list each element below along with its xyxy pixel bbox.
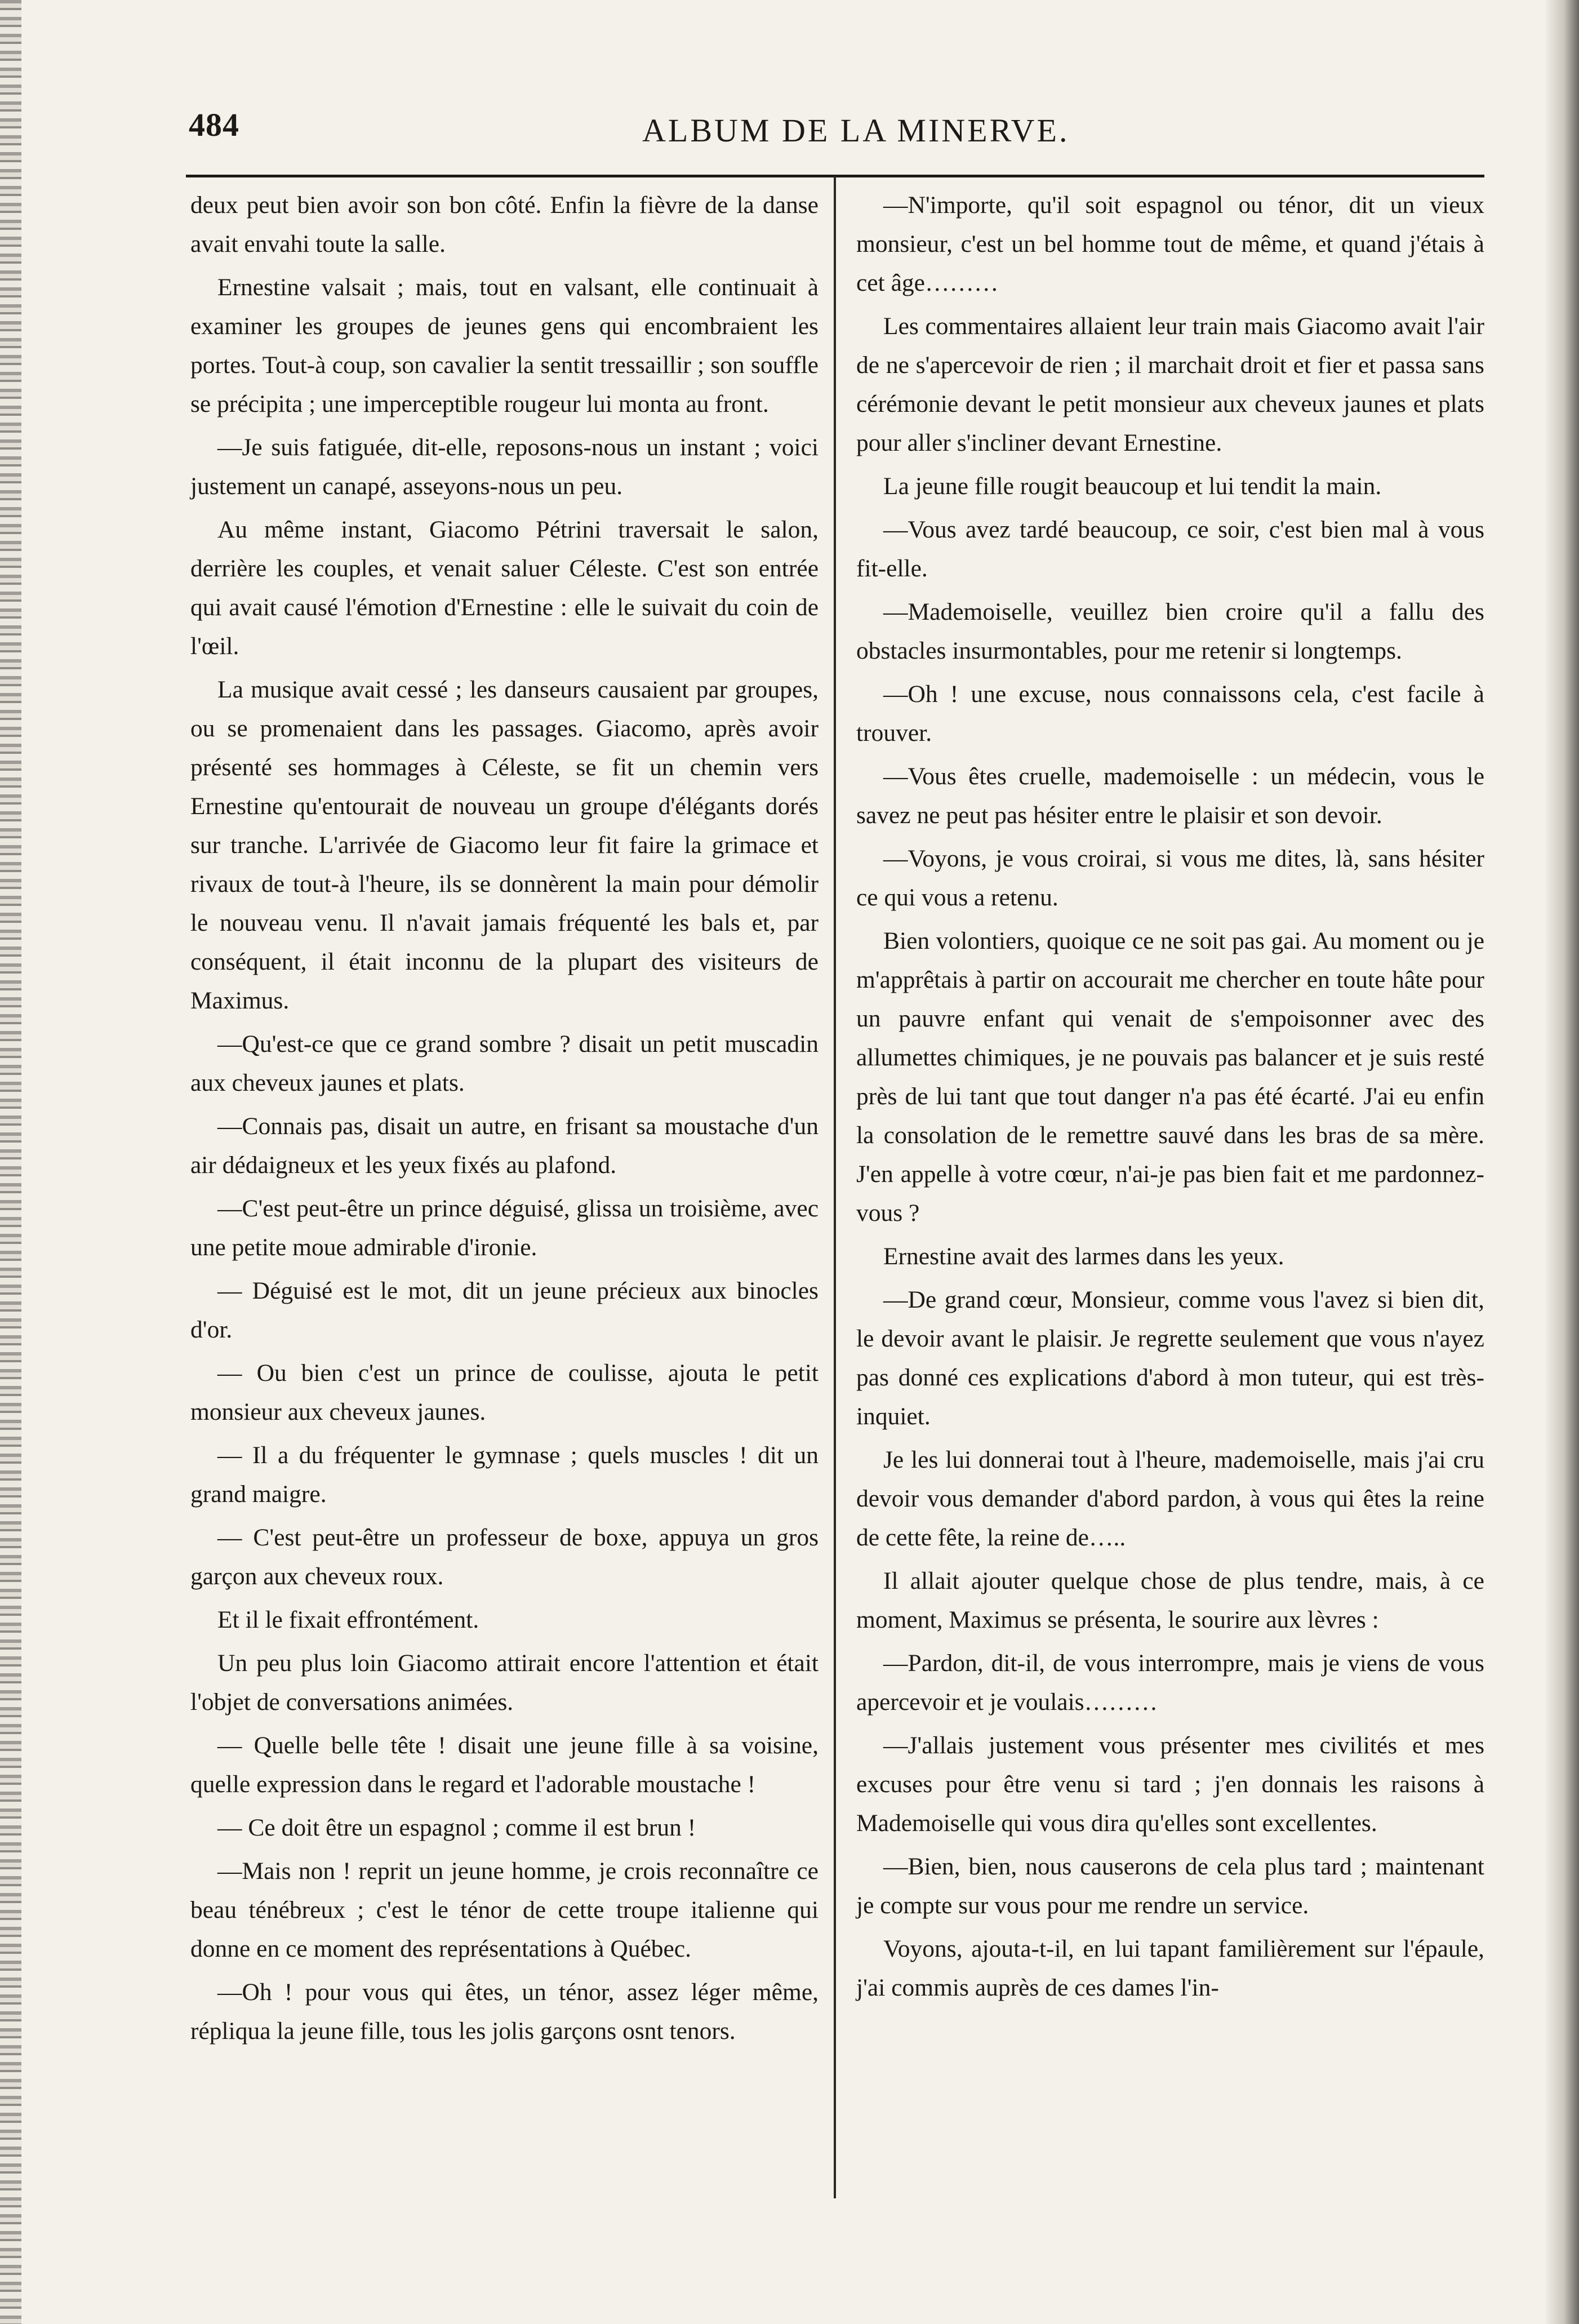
paragraph: La jeune fille rougit beaucoup et lui tendit la main. [883, 473, 1382, 500]
paragraph: — Il a du fréquenter le gymnase ; quels muscles ! dit un grand maigre. [190, 1442, 819, 1508]
paragraph: —Oh ! une excuse, nous connaissons cela, c'est facile à trouver. [856, 681, 1484, 746]
paragraph: —Connais pas, disait un autre, en frisant sa moustache d'un air dédaigneux et les yeux fixés au plafond. [190, 1113, 819, 1179]
paragraph: — Ce doit être un espagnol ; comme il est brun ! [217, 1814, 696, 1841]
paragraph: Voyons, ajouta-t-il, en lui tapant familièrement sur l'épaule, j'ai commis auprès de ces dames l'in- [856, 1935, 1484, 2001]
paragraph: Il allait ajouter quelque chose de plus tendre, mais, à ce moment, Maximus se présenta, le sourire aux lèvres : [856, 1567, 1484, 1633]
paragraph: Les commentaires allaient leur train mais Giacomo avait l'air de ne s'apercevoir de rien ; il marchait droit et fier et passa sans cérémonie devant le petit monsieur aux cheveux jaunes et plats pour aller s'incliner devant Ernestine. [856, 313, 1484, 456]
paragraph: —Vous avez tardé beaucoup, ce soir, c'est bien mal à vous fit-elle. [856, 516, 1484, 582]
paragraph: —Mais non ! reprit un jeune homme, je crois reconnaître ce beau ténébreux ; c'est le ténor de cette troupe italienne qui donne en ce moment des représentations à Québec. [190, 1858, 819, 1962]
paragraph: —Je suis fatiguée, dit-elle, reposons-nous un instant ; voici justement un canapé, asseyons-nous un peu. [190, 434, 819, 500]
paragraph: —N'importe, qu'il soit espagnol ou ténor, dit un vieux monsieur, c'est un bel homme tout de même, et quand j'étais à cet âge……… [856, 192, 1484, 296]
page-outer-edge [1545, 0, 1579, 2324]
paragraph: deux peut bien avoir son bon côté. Enfin la fièvre de la danse avait envahi toute la salle. [190, 192, 819, 257]
paragraph: —De grand cœur, Monsieur, comme vous l'avez si bien dit, le devoir avant le plaisir. Je regrette seulement que vous n'ayez pas donné ces explications d'abord à mon tuteur, qui est très-inquiet. [856, 1286, 1484, 1430]
paragraph: —Oh ! pour vous qui êtes, un ténor, assez léger même, répliqua la jeune fille, tous les jolis garçons osnt tenors. [190, 1979, 819, 2045]
paragraph: La musique avait cessé ; les danseurs causaient par groupes, ou se promenaient dans les passages. Giacomo, après avoir présenté ses hommages à Céleste, se fit un chemin vers Ernestine qu'entourait de nouveau un groupe d'élégants dorés sur tranche. L'arrivée de Giacomo leur fit faire la grimace et rivaux de tout-à l'heure, ils se donnèrent la main pour démolir le nouveau venu. Il n'avait jamais fréquenté les bals et, par conséquent, il était inconnu de la plupart des visiteurs de Maximus. [190, 676, 819, 1014]
paragraph: — Déguisé est le mot, dit un jeune précieux aux binocles d'or. [190, 1277, 819, 1343]
running-head-title: ALBUM DE LA MINERVE. [642, 112, 1070, 149]
paragraph: —Voyons, je vous croirai, si vous me dites, là, sans hésiter ce qui vous a retenu. [856, 845, 1484, 911]
paragraph: —Pardon, dit-il, de vous interrompre, mais je viens de vous apercevoir et je voulais……… [856, 1650, 1484, 1716]
paragraph: — Quelle belle tête ! disait une jeune fille à sa voisine, quelle expression dans le regard et l'adorable moustache ! [190, 1732, 819, 1798]
paragraph: — Ou bien c'est un prince de coulisse, ajouta le petit monsieur aux cheveux jaunes. [190, 1359, 819, 1425]
page-number: 484 [189, 106, 239, 143]
paragraph: Bien volontiers, quoique ce ne soit pas gai. Au moment ou je m'apprêtais à partir on accourait me chercher en toute hâte pour un pauvre enfant qui venait de s'empoisonner avec des allumettes chimiques, je ne pouvais pas balancer et je suis resté près de lui tant que tout danger n'a pas été écarté. J'ai eu enfin la consolation de le remettre sauvé dans les bras de sa mère. J'en appelle à votre cœur, n'ai-je pas bien fait et me pardonnez-vous ? [856, 927, 1484, 1227]
right-column [856, 186, 1484, 2012]
paragraph: Ernestine valsait ; mais, tout en valsant, elle continuait à examiner les groupes de jeunes gens qui encombraient les portes. Tout-à coup, son cavalier la sentit tressaillir ; son souffle se précipita ; une imperceptible rougeur lui monta au front. [190, 274, 819, 417]
page-binding-edge [0, 0, 21, 2324]
column-divider [834, 176, 836, 2198]
left-column [190, 186, 819, 2055]
paragraph: Ernestine avait des larmes dans les yeux. [883, 1243, 1284, 1270]
paragraph: —Bien, bien, nous causerons de cela plus tard ; maintenant je compte sur vous pour me rendre un service. [856, 1853, 1484, 1919]
paragraph: Je les lui donnerai tout à l'heure, mademoiselle, mais j'ai cru devoir vous demander d'abord pardon, à vous qui êtes la reine de cette fête, la reine de….. [856, 1446, 1484, 1551]
paragraph: —Mademoiselle, veuillez bien croire qu'il a fallu des obstacles insurmontables, pour me retenir si longtemps. [856, 598, 1484, 664]
paragraph: Un peu plus loin Giacomo attirait encore l'attention et était l'objet de conversations animées. [190, 1650, 819, 1716]
paragraph: —Vous êtes cruelle, mademoiselle : un médecin, vous le savez ne peut pas hésiter entre le plaisir et son devoir. [856, 763, 1484, 829]
paragraph: —Qu'est-ce que ce grand sombre ? disait un petit muscadin aux cheveux jaunes et plats. [190, 1030, 819, 1096]
paragraph: —C'est peut-être un prince déguisé, glissa un troisième, avec une petite moue admirable d'ironie. [190, 1195, 819, 1261]
paragraph: Au même instant, Giacomo Pétrini traversait le salon, derrière les couples, et venait saluer Céleste. C'est son entrée qui avait causé l'émotion d'Ernestine : elle le suivait du coin de l'œil. [190, 516, 819, 660]
paragraph: Et il le fixait effrontément. [217, 1606, 479, 1633]
paragraph: — C'est peut-être un professeur de boxe, appuya un gros garçon aux cheveux roux. [190, 1524, 819, 1590]
paragraph: —J'allais justement vous présenter mes civilités et mes excuses pour être venu si tard ; j'en donnais les raisons à Mademoiselle qui vous dira qu'elles sont excellentes. [856, 1732, 1484, 1837]
